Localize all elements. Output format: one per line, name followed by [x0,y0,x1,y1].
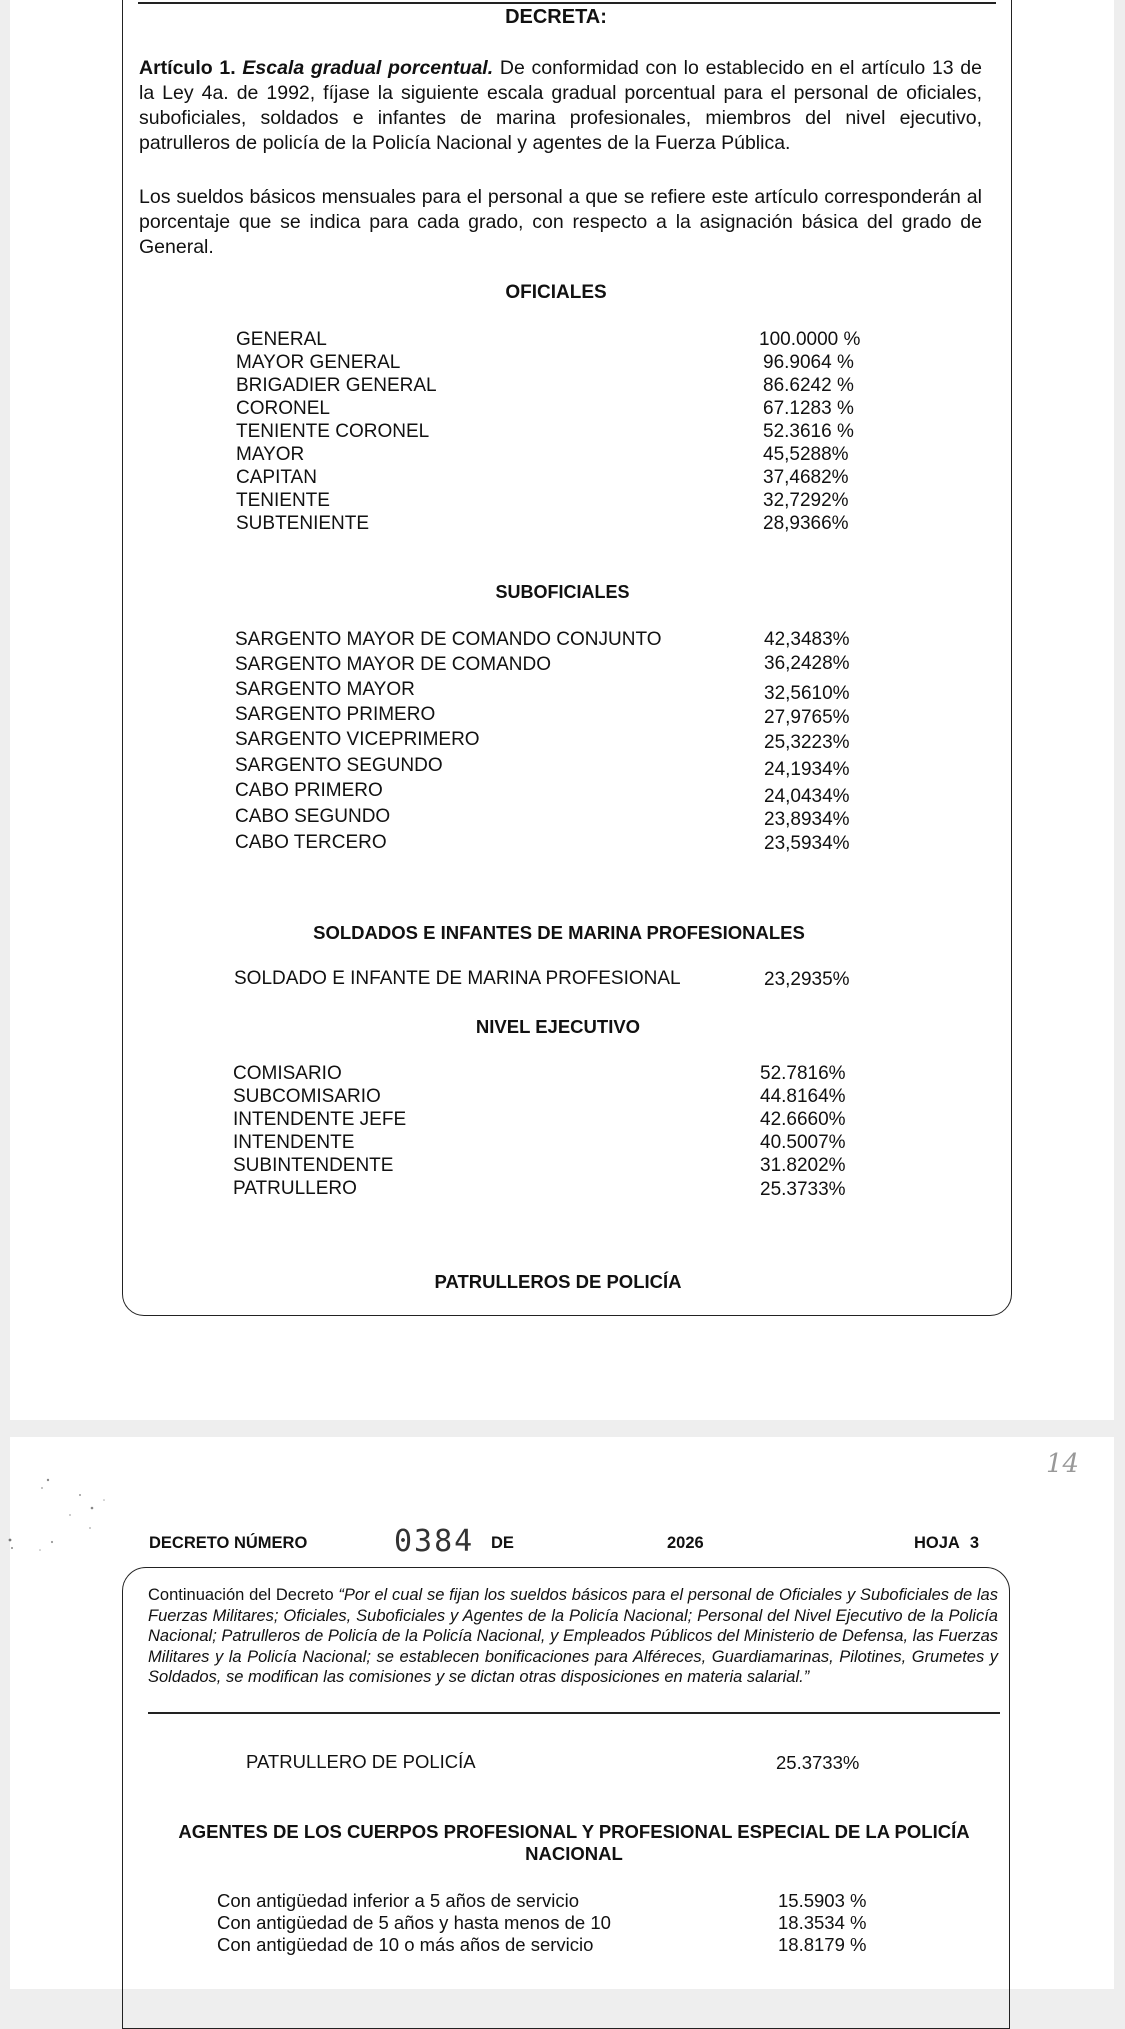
table-row-percent: 18.3534 % [778,1912,867,1933]
table-row-percent: 44.8164% [760,1086,846,1107]
handwritten-page-mark: 14 [1046,1449,1080,1479]
table-row-rank: SARGENTO VICEPRIMERO [235,729,480,750]
sueldos-paragraph: Los sueldos básicos mensuales para el personal a que se refiere este artículo corresponderán al porcentaje que se indica para cada grado, con respecto a la asignación básica del grado de General. [139,186,982,258]
table-row-label: Con antigüedad inferior a 5 años de servicio [217,1890,580,1911]
table-row-rank: MAYOR GENERAL [236,352,401,373]
table-row-percent: 23,5934% [764,833,850,854]
table-row-percent: 23,8934% [764,809,850,830]
article-title: Escala gradual porcentual. [242,57,494,79]
table-row-rank: SARGENTO MAYOR DE COMANDO CONJUNTO [235,629,662,650]
table-row-rank: MAYOR [236,444,305,465]
table-row-label: Con antigüedad de 5 años y hasta menos de 10 [217,1912,611,1933]
table-row-rank: CORONEL [236,398,330,419]
table-row-percent: 18.8179 % [778,1934,867,1955]
table-row-rank: INTENDENTE JEFE [233,1109,407,1130]
article-lead: Artículo 1. [139,57,236,79]
table-row-rank: SARGENTO MAYOR [235,679,415,700]
agentes-heading-line1: AGENTES DE LOS CUERPOS PROFESIONAL Y PROFESIONAL ESPECIAL DE LA POLICÍA [178,1821,970,1842]
table-row-percent: 40.5007% [760,1132,846,1153]
table-row-percent: 25.3733% [760,1179,846,1200]
agentes-heading-line2: NACIONAL [525,1843,623,1864]
article-body: De conformidad con lo establecido en el artículo 13 de la Ley 4a. de 1992, fíjase la siguiente escala gradual porcentual para el personal de oficiales, suboficiales, soldados e infantes de marina profesionales, miembros del nivel ejecutivo, patrulleros de policía de la Policía Nacional y agentes de la Fuerza Pública. [139,57,982,154]
table-row-label: Con antigüedad de 10 o más años de servicio [217,1934,594,1955]
table-row-percent: 42.6660% [760,1109,846,1130]
decreto-number: 0384 [394,1524,475,1559]
table-row-rank: SUBINTENDENTE [233,1155,394,1176]
table-row-percent: 24,1934% [764,759,850,780]
table-row-percent: 67.1283 % [763,398,854,419]
table-row-rank: PATRULLERO [233,1178,357,1199]
table-row-rank: INTENDENTE [233,1132,355,1153]
table-row-percent: 37,4682% [763,467,849,488]
hoja-text: HOJA [914,1534,960,1552]
table-row-percent: 27,9765% [764,707,850,728]
table-row-rank: TENIENTE [236,490,330,511]
table-row-percent: 52.7816% [760,1063,846,1084]
table-row-rank: CABO PRIMERO [235,780,383,801]
table-row-rank: SARGENTO MAYOR DE COMANDO [235,654,551,675]
table-row-rank: SARGENTO SEGUNDO [235,755,443,776]
table-row-rank: SARGENTO PRIMERO [235,704,436,725]
suboficiales-heading: SUBOFICIALES [495,582,630,602]
table-row-rank: CABO TERCERO [235,832,387,853]
table-row-percent: 24,0434% [764,786,850,807]
patrulleros-heading: PATRULLEROS DE POLICÍA [434,1271,682,1292]
article-1-paragraph [139,56,982,156]
table-row-percent: 31.8202% [760,1155,846,1176]
table-row-percent: 52.3616 % [763,421,854,442]
table-row-percent: 45,5288% [763,444,849,465]
table-row-percent: 100.0000 % [759,329,861,350]
table-row-rank: GENERAL [236,329,327,350]
table-row-percent: 28,9366% [763,513,849,534]
soldados-heading: SOLDADOS E INFANTES DE MARINA PROFESIONALES [313,922,805,943]
table-row-rank: CABO SEGUNDO [235,806,391,827]
scan-specks [0,1470,120,1580]
table-row-percent: 32,7292% [763,490,849,511]
decreto-year: 2026 [667,1534,704,1552]
continuation-lead: Continuación del Decreto [148,1586,334,1604]
decreta-heading: DECRETA: [505,6,607,28]
table-row-rank: BRIGADIER GENERAL [236,375,437,396]
decreto-numero-label: DECRETO NÚMERO [149,1534,308,1552]
oficiales-heading: OFICIALES [505,282,607,303]
table-row-percent: 42,3483% [764,629,850,650]
table-row-percent: 32,5610% [764,683,850,704]
table-row-percent: 15.5903 % [778,1890,867,1911]
continuation-quote: “Por el cual se fijan los sueldos básicos para el personal de Oficiales y Suboficiales de las Fuerzas Militares; Oficiales, Suboficiales y Agentes de la Policía Nacional; Personal del Nivel Ejecutivo de la Policía Nacional; Patrulleros de Policía de la Policía Nacional, y Empleados Públicos del Ministerio de Defensa, las Fuerzas Militares y la Policía Nacional; se establecen bonificaciones para Alféreces, Guardiamarinas, Pilotines, Grumetes y Soldados, se modifican las comisiones y se dictan otras disposiciones en materia salarial.” [148,1586,998,1686]
table-row-percent: 25,3223% [764,732,850,753]
table-row-percent: 36,2428% [764,653,850,674]
table-row-percent: 86.6242 % [763,375,854,396]
patrullero-policia-rank: PATRULLERO DE POLICÍA [246,1751,476,1772]
table-row-rank: TENIENTE CORONEL [236,421,430,442]
patrullero-policia-percent: 25.3733% [776,1752,860,1773]
table-row-rank: SOLDADO E INFANTE DE MARINA PROFESIONAL [234,968,681,989]
de-label: DE [491,1534,514,1552]
table-row-rank: SUBTENIENTE [236,513,370,534]
continuation-rule [148,1712,1000,1714]
table-row-rank: CAPITAN [236,467,317,488]
continuation-paragraph [148,1585,998,1688]
hoja-number: 3 [969,1534,980,1552]
table-row-rank: SUBCOMISARIO [233,1086,381,1107]
table-row-rank: COMISARIO [233,1063,342,1084]
table-row-percent: 23,2935% [764,969,850,990]
hoja-label [914,1534,979,1553]
table-row-percent: 96.9064 % [763,352,854,373]
nivel-ejecutivo-heading: NIVEL EJECUTIVO [475,1016,641,1037]
